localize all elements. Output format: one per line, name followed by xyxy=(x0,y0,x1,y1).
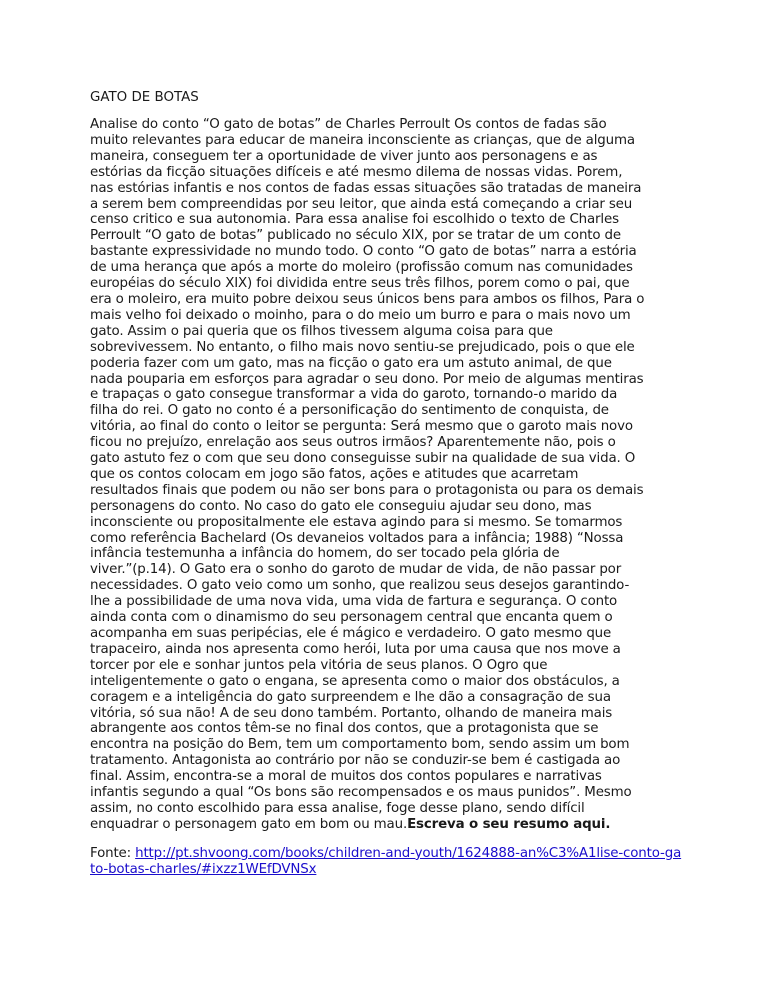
source-label: Fonte: xyxy=(90,845,136,861)
source-link[interactable]: http://pt.shvoong.com/books/children-and-youth/1624888-an%C3%A1lise-conto-gato-botas-charles/#ixzz1WEfDVNSx xyxy=(90,845,682,877)
document-body xyxy=(90,117,686,833)
source-line xyxy=(90,846,686,878)
bold-instruction: Escreva o seu resumo aqui. xyxy=(407,816,611,832)
document-title: GATO DE BOTAS xyxy=(90,90,199,105)
body-paragraph: Analise do conto “O gato de botas” de Charles Perroult Os contos de fadas são muito relevantes para educar de maneira inconsciente as crianças, que de alguma maneira, conseguem ter a oportunidade de viver junto aos personagens e as estórias da ficção situações difíceis e até mesmo dilema de nossas vidas. Porem, nas estórias infantis e nos contos de fadas essas situações são tratadas de maneira a serem bem compreendidas por seu leitor, que ainda está começando a criar seu censo critico e sua autonomia. Para essa analise foi escolhido o texto de Charles Perroult “O gato de botas” publicado no século XIX, por se tratar de um conto de bastante expressividade no mundo todo. O conto “O gato de botas” narra a estória de uma herança que após a morte do moleiro (profissão comum nas comunidades européias do século XIX) foi dividida entre seus três filhos, porem como o pai, que era o moleiro, era muito pobre deixou seus únicos bens para ambos os filhos, Para o mais velho foi deixado o moinho, para o do meio um burro e para o mais novo um gato. Assim o pai queria que os filhos tivessem alguma coisa para que sobrevivessem. No entanto, o filho mais novo sentiu-se prejudicado, pois o que ele poderia fazer com um gato, mas na ficção o gato era um astuto animal, de que nada pouparia em esforços para agradar o seu dono. Por meio de algumas mentiras e trapaças o gato consegue transformar a vida do garoto, tornando-o marido da filha do rei. O gato no conto é a personificação do sentimento de conquista, de vitória, ao final do conto o leitor se pergunta: Será mesmo que o garoto mais novo ficou no prejuízo, enrelação aos seus outros irmãos? Aparentemente não, pois o gato astuto fez o com que seu dono conseguisse subir na qualidade de sua vida. O que os contos colocam em jogo são fatos, ações e atitudes que acarretam resultados finais que podem ou não ser bons para o protagonista ou para os demais personagens do conto. No caso do gato ele conseguiu ajudar seu dono, mas inconsciente ou propositalmente ele estava agindo para si mesmo. Se tomarmos como referência Bachelard (Os devaneios voltados para a infância; 1988) “Nossa infância testemunha a infância do homem, do ser tocado pela glória de viver.”(p.14). O Gato era o sonho do garoto de mudar de vida, de não passar por necessidades. O gato veio como um sonho, que realizou seus desejos garantindo- lhe a possibilidade de uma nova vida, uma vida de fartura e segurança. O conto ainda conta com o dinamismo do seu personagem central que encanta quem o acompanha em suas peripécias, ele é mágico e verdadeiro. O gato mesmo que trapaceiro, ainda nos apresenta como herói, luta por uma causa que nos move a torcer por ele e sonhar juntos pela vitória de seus planos. O Ogro que inteligentemente o gato o engana, se apresenta como o maior dos obstáculos, a coragem e a inteligência do gato surpreendem e lhe dão a consagração de sua vitória, só sua não! A de seu dono também. Portanto, olhando de maneira mais abrangente aos contos têm-se no final dos contos, que a protagonista que se encontra na posição do Bem, tem um comportamento bom, sendo assim um bom tratamento. Antagonista ao contrário por não se conduzir-se bem é castigada ao final. Assim, encontra-se a moral de muitos dos contos populares e narrativas infantis segundo a qual “Os bons são recompensados e os maus punidos”. Mesmo assim, no conto escolhido para essa analise, foge desse plano, sendo difícil enquadrar o personagem gato em bom ou mau. xyxy=(90,117,645,832)
document-page xyxy=(90,90,686,878)
